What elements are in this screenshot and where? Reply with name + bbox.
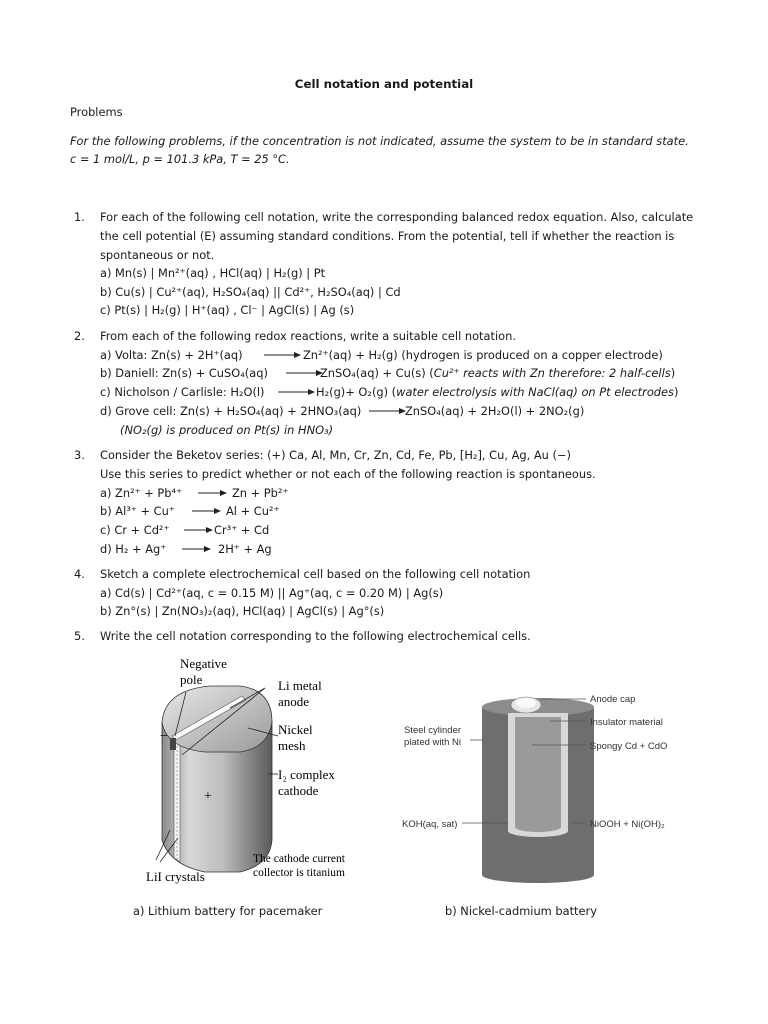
q1-item-c: c) Pt(s) | H₂(g) | H⁺(aq) , Cl⁻ | AgCl(s) | Ag (s) — [100, 303, 355, 317]
q5-number: 5. — [74, 629, 85, 643]
q3-b-products: Al + Cu²⁺ — [226, 504, 280, 518]
q3-a-reactants: a) Zn²⁺ + Pb⁴⁺ — [100, 486, 183, 500]
q1-text-1: For each of the following cell notation, write the corresponding balanced redox equation. Also, calculate — [100, 210, 694, 224]
q1-text-2: the cell potential (E) assuming standard conditions. From the potential, tell if whether the reaction is — [100, 229, 675, 243]
label-steel-1: Steel cylinder — [404, 725, 462, 736]
q3-c-products: Cr³⁺ + Cd — [214, 523, 270, 537]
intro-line-1: For the following problems, if the concentration is not indicated, assume the system to be in standard state. — [70, 134, 689, 148]
arrow-icon — [262, 350, 302, 360]
q3-text-2: Use this series to predict whether or not each of the following reaction is spontaneous. — [100, 467, 596, 481]
q2-b-reactants: b) Daniell: Zn(s) + CuSO₄(aq) — [100, 366, 268, 380]
q2-text: From each of the following redox reactions, write a suitable cell notation. — [100, 329, 516, 343]
q5-text: Write the cell notation corresponding to the following electrochemical cells. — [100, 629, 531, 643]
arrow-icon — [180, 544, 212, 554]
label-lil-crystals: LiI crystals — [146, 869, 205, 884]
q3-d-products: 2H⁺ + Ag — [218, 542, 272, 556]
q3-number: 3. — [74, 448, 85, 462]
caption-nickel-cadmium: b) Nickel-cadmium battery — [445, 904, 597, 918]
q3-a-products: Zn + Pb²⁺ — [232, 486, 289, 500]
q2-c-reactants: c) Nicholson / Carlisle: H₂O(l) — [100, 385, 265, 399]
q2-c-products: H₂(g)+ O₂(g) (water electrolysis with NaCl(aq) on Pt electrodes) — [316, 385, 679, 399]
q1-number: 1. — [74, 210, 85, 224]
q2-d-note: (NO₂(g) is produced on Pt(s) in HNO₃) — [120, 423, 334, 437]
label-cathode-current: The cathode current — [253, 853, 345, 865]
nickel-cadmium-battery-diagram — [398, 685, 698, 885]
q2-number: 2. — [74, 329, 85, 343]
label-anode-cap: Anode cap — [590, 694, 636, 705]
plus-sign: + — [204, 789, 212, 804]
label-i2-complex: I₂ complex — [278, 767, 335, 782]
arrow-icon — [284, 368, 324, 378]
label-mesh: mesh — [278, 738, 306, 753]
label-pole: pole — [180, 672, 203, 687]
arrow-icon — [190, 506, 222, 516]
q4-number: 4. — [74, 567, 85, 581]
label-niooh: NiOOH + Ni(OH)₂ — [590, 819, 665, 830]
arrow-icon — [182, 525, 214, 535]
q3-b-reactants: b) Al³⁺ + Cu⁺ — [100, 504, 175, 518]
q2-a-reactants: a) Volta: Zn(s) + 2H⁺(aq) — [100, 348, 243, 362]
arrow-icon — [367, 406, 407, 416]
q2-c-note: water electrolysis with NaCl(aq) on Pt electrodes — [396, 385, 674, 399]
q1-text-3: spontaneous or not. — [100, 248, 215, 262]
label-koh: KOH(aq, sat) — [402, 819, 458, 830]
q3-c-reactants: c) Cr + Cd²⁺ — [100, 523, 170, 537]
q2-d-reactants: d) Grove cell: Zn(s) + H₂SO₄(aq) + 2HNO₃(aq) — [100, 404, 362, 418]
minus-sign: − — [160, 729, 168, 744]
label-collector: collector is titanium — [253, 867, 345, 879]
page-title: Cell notation and potential — [294, 77, 474, 91]
label-steel-2: plated with Ni — [404, 737, 462, 748]
section-heading: Problems — [70, 105, 123, 119]
q2-a-products: Zn²⁺(aq) + H₂(g) (hydrogen is produced on a copper electrode) — [303, 348, 663, 362]
q2-d-products: ZnSO₄(aq) + 2H₂O(l) + 2NO₂(g) — [405, 404, 585, 418]
q1-item-b: b) Cu(s) | Cu²⁺(aq), H₂SO₄(aq) || Cd²⁺, H₂SO₄(aq) | Cd — [100, 285, 401, 299]
label-nickel: Nickel — [278, 722, 313, 737]
label-cathode: cathode — [278, 783, 319, 798]
q2-b-products: ZnSO₄(aq) + Cu(s) (Cu²⁺ reacts with Zn therefore: 2 half-cells) — [320, 366, 676, 380]
q1-item-a: a) Mn(s) | Mn²⁺(aq) , HCl(aq) | H₂(g) | Pt — [100, 266, 326, 280]
arrow-icon — [276, 387, 316, 397]
q2-b-note: Cu²⁺ reacts with Zn therefore: 2 half-cells — [433, 366, 671, 380]
lithium-battery-diagram — [130, 650, 380, 890]
q4-text: Sketch a complete electrochemical cell based on the following cell notation — [100, 567, 531, 581]
q4-item-b: b) Zn°(s) | Zn(NO₃)₂(aq), HCl(aq) | AgCl(s) | Ag°(s) — [100, 604, 385, 618]
label-negative: Negative — [180, 656, 227, 671]
label-insulator: Insulator material — [590, 717, 663, 728]
caption-lithium: a) Lithium battery for pacemaker — [133, 904, 323, 918]
q3-text-1: Consider the Beketov series: (+) Ca, Al, Mn, Cr, Zn, Cd, Fe, Pb, [H₂], Cu, Ag, Au (−) — [100, 448, 571, 462]
label-spongy: Spongy Cd + CdO — [590, 741, 668, 752]
label-li-metal: Li metal — [278, 678, 322, 693]
q4-item-a: a) Cd(s) | Cd²⁺(aq, c = 0.15 M) || Ag⁺(aq, c = 0.20 M) | Ag(s) — [100, 586, 444, 600]
arrow-icon — [196, 488, 228, 498]
intro-line-2: c = 1 mol/L, p = 101.3 kPa, T = 25 °C. — [70, 152, 290, 166]
label-anode: anode — [278, 694, 310, 709]
q3-d-reactants: d) H₂ + Ag⁺ — [100, 542, 167, 556]
